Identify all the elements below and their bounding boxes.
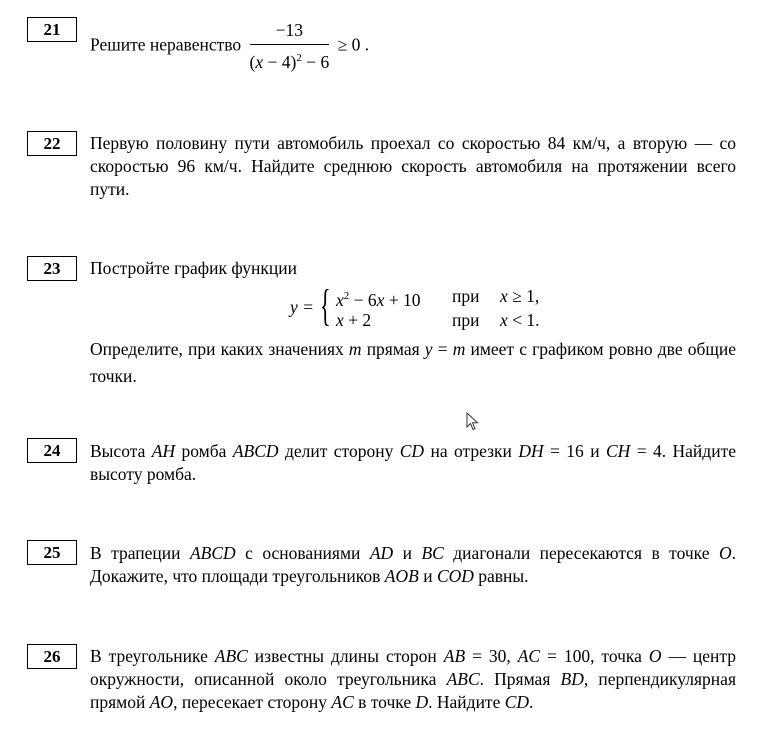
math-symbol: CD <box>504 692 530 712</box>
text-segment: = 30, <box>465 646 518 666</box>
text-segment: В треугольнике <box>90 646 215 666</box>
math-symbol: ABC <box>446 669 480 689</box>
var: x <box>336 310 344 330</box>
math-symbol: AH <box>151 441 176 461</box>
task-21 <box>90 19 736 74</box>
var: x <box>500 310 508 330</box>
task-24 <box>90 440 736 486</box>
paren: ( <box>249 51 256 72</box>
math-symbol: ABCD <box>232 441 279 461</box>
math-symbol: CH <box>605 441 631 461</box>
math-symbol: O <box>718 543 732 563</box>
math-symbol: CD <box>399 441 425 461</box>
task-23-intro: Постройте график функции <box>90 258 298 278</box>
text-segment: равны. <box>473 566 529 586</box>
text-segment: Первую половину пути автомобиль проехал со скоростью 84 км/ч, а вторую — со скоростью 96 км/ч. Найдите среднюю скорость автомобиля на протяжении всего пути. <box>90 133 736 199</box>
text-segment: на отрезки <box>424 441 519 461</box>
math-symbol: m <box>452 339 466 359</box>
text-segment: = 100, точка <box>540 646 649 666</box>
math-symbol: y <box>424 339 433 359</box>
task-26 <box>90 645 736 714</box>
math-symbol: AC <box>331 692 354 712</box>
var: x <box>376 289 385 310</box>
text-segment: = 16 и <box>543 441 606 461</box>
expr: − 4) <box>263 51 297 72</box>
text-segment: . Докажите, что площади треугольников <box>90 543 736 586</box>
math-symbol: DH <box>518 441 544 461</box>
math-symbol: AD <box>369 543 394 563</box>
text-segment: . Найдите <box>428 692 505 712</box>
expr: − 6 <box>301 51 330 72</box>
piecewise-function <box>290 283 550 333</box>
var: x <box>255 51 264 72</box>
math-symbol: BC <box>421 543 444 563</box>
text-segment: . Прямая <box>479 669 561 689</box>
text-segment: делит сторону <box>278 441 400 461</box>
text-segment: , пересекает сторону <box>173 692 332 712</box>
exponent: 2 <box>296 52 302 64</box>
math-symbol: AC <box>517 646 541 666</box>
text-segment: В трапеции <box>90 543 190 563</box>
expr: + 10 <box>384 289 421 310</box>
mouse-pointer-icon <box>466 412 480 432</box>
inequality-tail: ≥ 0 . <box>333 34 370 55</box>
task-number-25: 25 <box>27 540 77 565</box>
case-word: при <box>452 286 480 306</box>
math-symbol: ABCD <box>189 543 236 563</box>
text-segment: ромба <box>175 441 233 461</box>
math-symbol: O <box>648 646 662 666</box>
math-symbol: ABC <box>214 646 248 666</box>
expr: + 2 <box>343 310 372 330</box>
math-symbol: COD <box>436 566 474 586</box>
text-segment: прямая <box>361 339 425 359</box>
text-segment: и <box>418 566 437 586</box>
cond: < 1. <box>507 310 540 330</box>
text-segment: с основаниями <box>235 543 370 563</box>
math-symbol: AO <box>149 692 174 712</box>
task-number-22: 22 <box>27 131 77 156</box>
text-segment: и <box>393 543 422 563</box>
math-symbol: D <box>415 692 429 712</box>
task-25 <box>90 542 736 588</box>
text-segment: Высота <box>90 441 152 461</box>
exponent: 2 <box>343 290 350 302</box>
text-segment: — центр окружности, описанной около треугольника <box>90 646 737 689</box>
var: x <box>500 286 508 306</box>
text-segment: известны длины сторон <box>247 646 444 666</box>
math-symbol: AOB <box>384 566 419 586</box>
case-1 <box>336 285 421 312</box>
expr: − 6 <box>349 289 377 310</box>
text-segment: . <box>529 692 534 712</box>
y-label: y = <box>290 297 314 317</box>
task-21-text: Решите неравенство <box>90 34 242 55</box>
task-number-26: 26 <box>27 644 77 669</box>
task-22 <box>90 132 736 201</box>
text-segment: имеет с графиком ровно две общие точки. <box>90 339 736 386</box>
brace: { <box>320 281 331 330</box>
case-word: при <box>452 310 480 330</box>
task-23 <box>90 257 736 387</box>
text-segment: , перпендикулярная прямой <box>90 669 736 712</box>
numerator: −13 <box>250 19 330 45</box>
text-segment: Определите, при каких значениях <box>90 339 349 359</box>
task-number-21: 21 <box>27 17 77 42</box>
math-symbol: BD <box>560 669 584 689</box>
math-symbol: m <box>348 339 362 359</box>
cond: ≥ 1, <box>507 286 540 306</box>
text-segment: диагонали пересекаются в точке <box>443 543 719 563</box>
fraction <box>250 19 330 74</box>
text-segment: = 4. Найдите высоту ромба. <box>90 441 736 484</box>
case-2 <box>336 309 371 332</box>
case-1-condition <box>500 285 539 308</box>
case-2-condition <box>500 309 540 332</box>
text-segment: в точке <box>353 692 416 712</box>
task-number-23: 23 <box>27 256 77 281</box>
var: x <box>336 289 344 310</box>
denominator <box>250 45 330 74</box>
task-number-24: 24 <box>27 438 77 463</box>
math-symbol: AB <box>443 646 466 666</box>
task-23-question <box>90 336 736 390</box>
text-segment: = <box>432 339 453 359</box>
